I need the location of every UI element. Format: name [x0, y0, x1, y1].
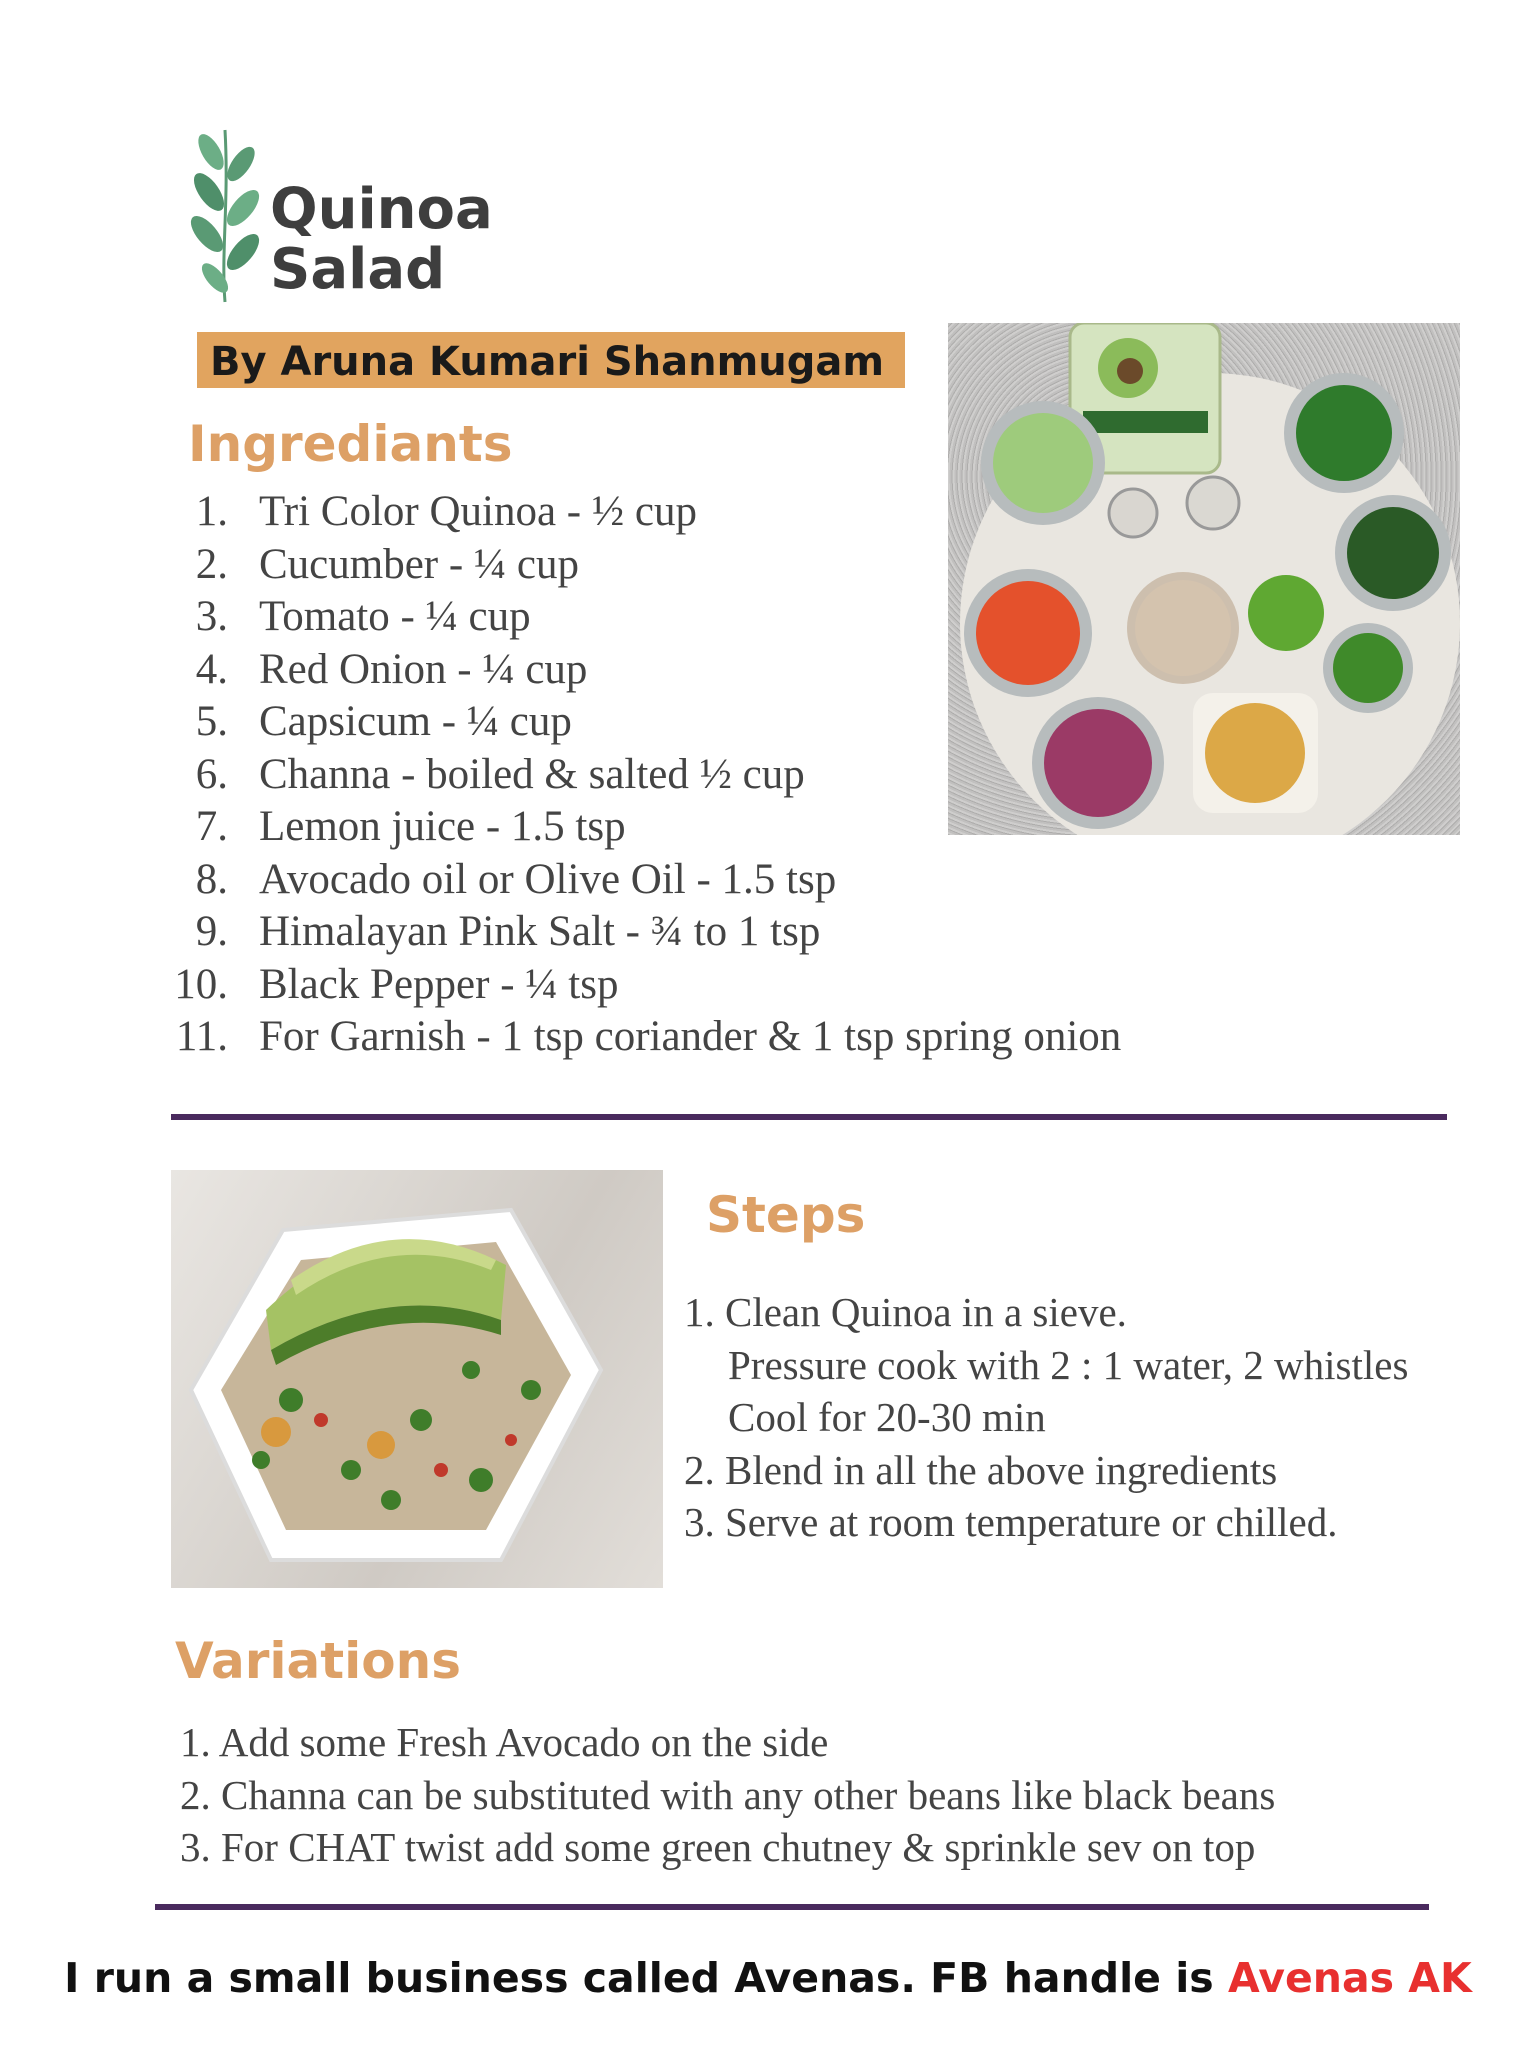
item-text: Himalayan Pink Salt - ¾ to 1 tsp	[259, 908, 821, 955]
item-number: 2.	[195, 540, 228, 588]
page-title-line-2: Salad	[270, 237, 446, 302]
ingredients-photo	[948, 323, 1460, 835]
item-number: 11.	[175, 1013, 228, 1060]
section-divider	[155, 1904, 1429, 1910]
salad-bowl-photo	[171, 1170, 663, 1588]
variation-line: 2. Channa can be substituted with any other beans like black beans	[180, 1771, 1276, 1818]
item-number: 7.	[195, 803, 228, 850]
step-line: Cool for 20-30 min	[728, 1394, 1046, 1440]
facebook-handle: Avenas AK	[1227, 1954, 1472, 2002]
item-number: 6.	[195, 750, 228, 798]
footer-text: I run a small business called Avenas. FB handle is	[64, 1954, 1228, 2002]
item-text: Avocado oil or Olive Oil - 1.5 tsp	[259, 855, 837, 903]
step-line: 3. Serve at room temperature or chilled.	[684, 1499, 1338, 1545]
salad-bowl-illustration	[171, 1170, 663, 1588]
item-text: For Garnish - 1 tsp coriander & 1 tsp spring onion	[259, 1013, 1122, 1060]
item-number: 9.	[195, 908, 228, 955]
item-text: Channa - boiled & salted ½ cup	[259, 750, 805, 798]
item-text: Black Pepper - ¼ tsp	[259, 960, 619, 1008]
leaf-sprig-icon	[185, 122, 265, 307]
item-number: 10.	[174, 960, 228, 1008]
footer-note	[0, 1950, 1536, 2006]
ingredients-photo-illustration	[948, 323, 1460, 835]
item-text: Tri Color Quinoa - ½ cup	[259, 488, 697, 535]
section-divider	[171, 1114, 1447, 1120]
item-number: 5.	[195, 698, 228, 745]
list-item	[175, 906, 1175, 959]
ingredients-heading: Ingrediants	[188, 415, 513, 473]
variations-list	[180, 1716, 1275, 1874]
item-number: 1.	[195, 488, 228, 535]
item-number: 4.	[195, 645, 228, 693]
step-line: Pressure cook with 2 : 1 water, 2 whistles	[728, 1341, 1409, 1388]
item-number: 3.	[195, 593, 228, 640]
item-text: Red Onion - ¼ cup	[259, 645, 588, 693]
item-text: Cucumber - ¼ cup	[259, 540, 580, 588]
item-text: Lemon juice - 1.5 tsp	[259, 803, 626, 850]
list-item	[175, 854, 1175, 907]
list-item	[175, 959, 1175, 1012]
item-text: Tomato - ¼ cup	[259, 593, 531, 640]
page-title-line-1: Quinoa	[270, 177, 493, 242]
variations-heading: Variations	[175, 1632, 461, 1690]
step-line: 1. Clean Quinoa in a sieve.	[684, 1289, 1127, 1335]
steps-list	[684, 1286, 1408, 1549]
item-number: 8.	[195, 855, 228, 903]
item-text: Capsicum - ¼ cup	[259, 698, 572, 745]
variation-line: 1. Add some Fresh Avocado on the side	[180, 1719, 829, 1765]
steps-heading: Steps	[706, 1186, 866, 1244]
step-line: 2. Blend in all the above ingredients	[684, 1446, 1278, 1493]
author-name: By Aruna Kumari Shanmugam	[210, 339, 885, 385]
variation-line: 3. For CHAT twist add some green chutney & sprinkle sev on top	[180, 1824, 1256, 1870]
list-item	[175, 1011, 1175, 1064]
